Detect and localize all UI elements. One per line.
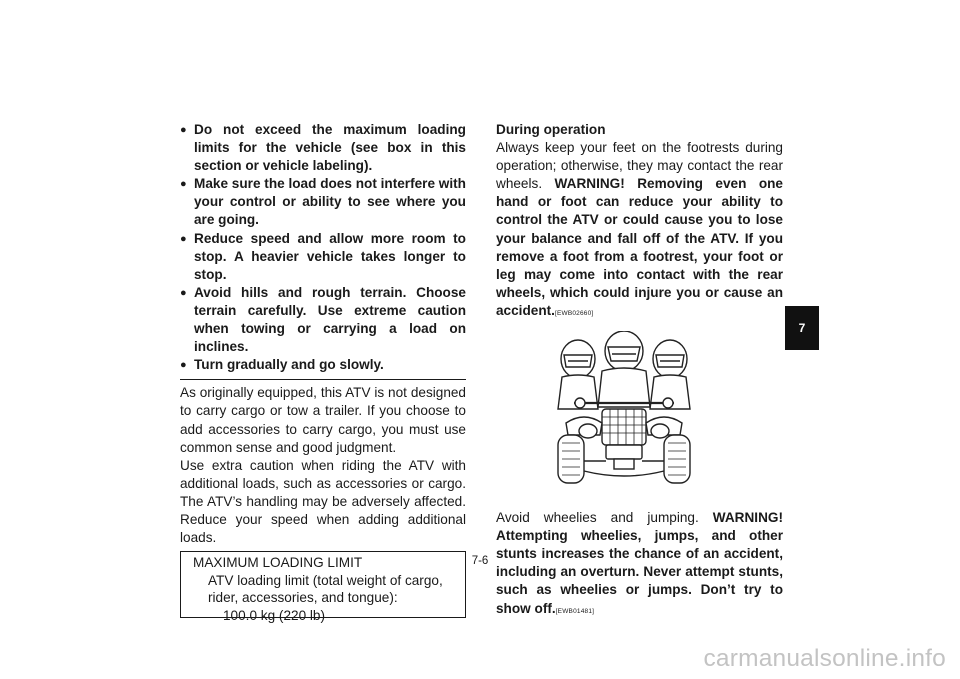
caution-paragraph: Use extra caution when riding the ATV with additional loads, such as accessories or cargo. The ATV’s handling may be adversely affected. Reduce your speed when adding additional loads. — [180, 457, 466, 546]
bullet-icon: ● — [180, 124, 187, 136]
atv-riders-illustration — [544, 331, 704, 501]
wheelie-paragraph: Avoid wheelies and jumping. WARNING! Attempting wheelies, jumps, and other stunts increases the chance of an accident, including an overturn. Never attempt stunts, such as wheelies or jumps. Don’t try to show off.[EWB01481] — [496, 510, 783, 616]
bullet-icon: ● — [180, 359, 187, 372]
bullet-icon: ● — [180, 232, 187, 245]
section-heading: During operation — [496, 122, 606, 137]
bullet-item: ● Reduce speed and allow more room to stop. A heavier vehicle takes longer to stop. — [180, 230, 466, 282]
loading-limit-box — [180, 551, 466, 623]
bullet-item: ● Make sure the load does not interfere with your control or ability to see where you are going. — [180, 176, 466, 228]
warning-text: WARNING! Attempting wheelies, jumps, and other stunts increases the chance of an accident, including an overturn. Never attempt stunts, such as wheelies or jumps. Don’t try to show off. — [496, 510, 783, 616]
operation-paragraph: Always keep your feet on the footrests during operation; otherwise, they may contact the rear wheels. WARNING! Removing even one hand or foot can reduce your ability to control the ATV or could cause you to lose your balance and fall off of the ATV. If you remove a foot from a footrest, your foot or leg may come into contact with the rear wheels, which could injure you or cause an accident.[EWB02660] — [496, 140, 783, 318]
watermark: carmanualsonline.info — [703, 645, 946, 672]
bullet-icon: ● — [180, 286, 187, 299]
right-column — [496, 121, 783, 621]
bullet-icon: ● — [180, 178, 187, 191]
loading-limit-value: 100.0 kg (220 lb) — [223, 607, 326, 623]
bullet-item: ● Turn gradually and go slowly. — [180, 356, 466, 374]
chapter-tab: 7 — [785, 306, 819, 350]
loading-limit-description: ATV loading limit (total weight of cargo, rider, accessories, and tongue): — [208, 572, 443, 606]
bullet-item: ● Do not exceed the maximum loading limits for the vehicle (see box in this section or vehicle labeling). — [180, 122, 466, 174]
left-column — [180, 121, 466, 623]
loading-limit-title: MAXIMUM LOADING LIMIT — [193, 555, 363, 571]
warning-ref-code: [EWB01481] — [555, 607, 595, 615]
warning-ref-code: [EWB02660] — [554, 309, 594, 317]
cargo-paragraph: As originally equipped, this ATV is not designed to carry cargo or tow a trailer. If you choose to add accessories to carry cargo, you must use common sense and good judgment. — [180, 385, 466, 455]
warning-text: WARNING! Removing even one hand or foot can reduce your ability to control the ATV or could cause you to lose your balance and fall off of the ATV. If you remove a foot from a footrest, your foot or leg may come into contact with the rear wheels, which could injure you or cause an accident. — [496, 176, 783, 318]
bullet-item: ● Avoid hills and rough terrain. Choose terrain carefully. Use extreme caution when towing or carrying a load on inclines. — [180, 284, 466, 355]
warning-bullet-list — [180, 121, 466, 380]
page-number: 7-6 — [471, 555, 489, 567]
